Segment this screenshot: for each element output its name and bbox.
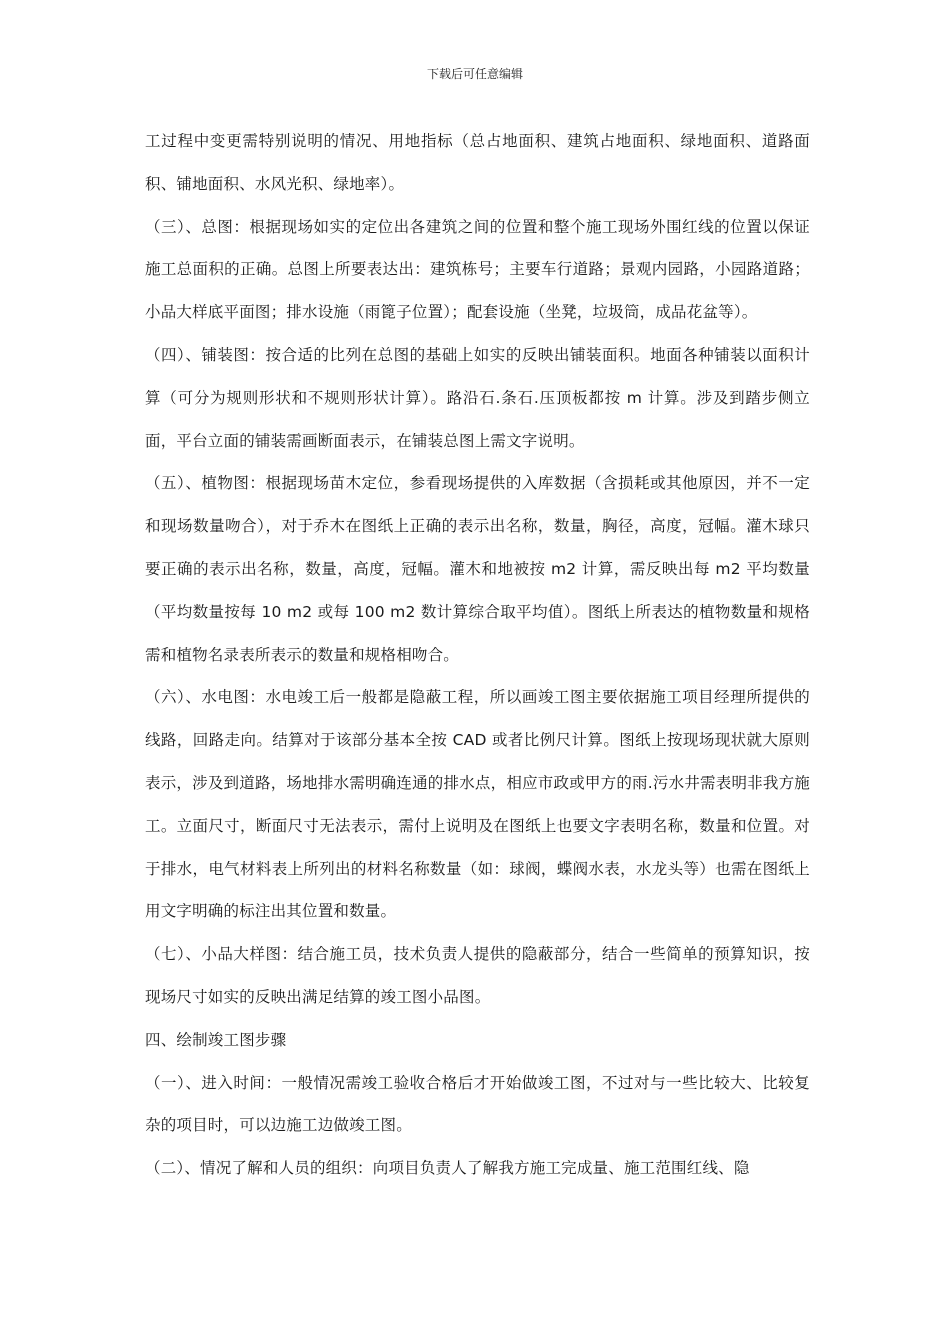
- page-header: 下载后可任意编辑: [426, 67, 523, 81]
- paragraph-land-indicators: 工过程中变更需特别说明的情况、用地指标（总占地面积、建筑占地面积、绿地面积、道路面积、铺地面积、水风光积、绿地率）。: [145, 132, 810, 193]
- paragraph-detail-drawings: （七）、小品大样图：结合施工员，技术负责人提供的隐蔽部分，结合一些简单的预算知识，按现场尺寸如实的反映出满足结算的竣工图小品图。: [145, 945, 810, 1006]
- paragraph-staff-organization: （二）、情况了解和人员的组织：向项目负责人了解我方施工完成量、施工范围红线、隐: [145, 1159, 750, 1178]
- paragraph-water-electric-plan: （六）、水电图：水电竣工后一般都是隐蔽工程，所以画竣工图主要依据施工项目经理所提供的线路，回路走向。结算对于该部分基本全按 CAD 或者比例尺计算。图纸上按现场现状就大原则表示，涉及到道路，场地排水需明确连通的排水点，相应市政或甲方的雨.污水井需表明非我方施工。立面尺寸，断面尺寸无法表示，需付上说明及在图纸上也要文字表明名称，数量和位置。对于排水，电气材料表上所列出的材料名称数量（如：球阀，蝶阀水表，水龙头等）也需在图纸上用文字明确的标注出其位置和数量。: [145, 688, 810, 921]
- paragraph-entry-time: （一）、进入时间：一般情况需竣工验收合格后才开始做竣工图，不过对与一些比较大、比较复杂的项目时，可以边施工边做竣工图。: [145, 1073, 810, 1135]
- document-body: [145, 120, 810, 1190]
- paragraph-general-plan: （三）、总图：根据现场如实的定位出各建筑之间的位置和整个施工现场外围红线的位置以保证施工总面积的正确。总图上所要表达出：建筑栋号；主要车行道路；景观内园路，小园路道路；小品大样底平面图；排水设施（雨篦子位置）；配套设施（坐凳，垃圾筒，成品花盆等）。: [145, 217, 810, 322]
- paragraph-planting-plan: （五）、植物图：根据现场苗木定位，参看现场提供的入库数据（含损耗或其他原因，并不一定和现场数量吻合），对于乔木在图纸上正确的表示出名称，数量，胸径，高度，冠幅。灌木球只要正确的表示出名称，数量，高度，冠幅。灌木和地被按 m2 计算，需反映出每 m2 平均数量（平均数量按每 10 m2 或每 100 m2 数计算综合取平均值）。图纸上所表达的植物数量和规格需和植物名录表所表示的数量和规格相吻合。: [145, 474, 810, 664]
- section-heading-drawing-steps: 四、绘制竣工图步骤: [145, 1030, 287, 1049]
- paragraph-paving-plan: （四）、铺装图：按合适的比列在总图的基础上如实的反映出铺装面积。地面各种铺装以面积计算（可分为规则形状和不规则形状计算）。路沿石.条石.压顶板都按 m 计算。涉及到踏步侧立面，平台立面的铺装需画断面表示，在铺装总图上需文字说明。: [145, 345, 810, 450]
